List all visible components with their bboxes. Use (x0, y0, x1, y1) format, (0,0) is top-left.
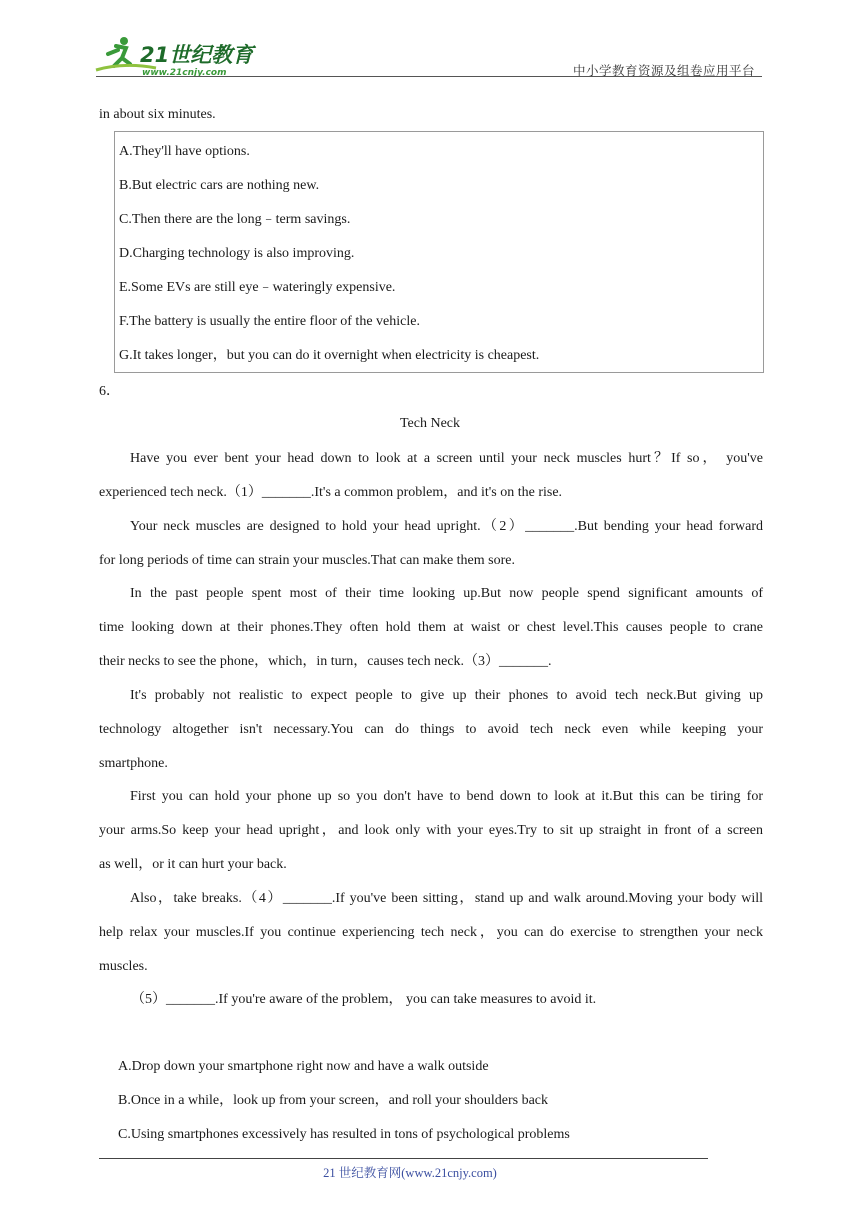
option-g: G.It takes longer，but you can do it overnight when electricity is cheapest. (119, 348, 540, 363)
option-f: F.The battery is usually the entire floor of the vehicle. (119, 314, 420, 329)
passage-line: （5）_______.If you're aware of the problem， you can take measures to avoid it. (131, 992, 597, 1007)
passage-line: for long periods of time can strain your muscles.That can make them sore. (99, 553, 515, 568)
passage-line: It's probably not realistic to expect people to give up their phones to avoid tech neck.But giving up (130, 688, 763, 703)
option-a: A.They'll have options. (119, 144, 250, 159)
passage-line: Have you ever bent your head down to look at a screen until your neck muscles hurt？If so， you've (130, 451, 763, 466)
passage-line: Your neck muscles are designed to hold your head upright.（2）_______.But bending your head forward (130, 519, 763, 534)
passage-line: In the past people spent most of their time looking up.But now people spend significant amounts of (130, 586, 763, 601)
passage-line: technology altogether isn't necessary.You can do things to avoid tech neck even while keeping your (99, 722, 763, 737)
site-logo (94, 36, 259, 78)
passage-title: Tech Neck (399, 416, 461, 431)
options-box (114, 131, 764, 373)
option-b: B.But electric cars are nothing new. (119, 178, 320, 193)
passage-line: First you can hold your phone up so you don't have to bend down to look at it.But this can be tiring for (130, 789, 763, 804)
logo-text: 21世纪教育 (140, 43, 254, 67)
option-d: D.Charging technology is also improving. (119, 246, 355, 261)
passage-line: experienced tech neck.（1）_______.It's a common problem，and it's on the rise. (99, 485, 563, 500)
passage-line: muscles. (99, 959, 148, 974)
passage-line: help relax your muscles.If you continue experiencing tech neck，you can do exercise to strengthen your neck (99, 925, 763, 940)
passage-line: Also，take breaks.（4）_______.If you've been sitting，stand up and walk around.Moving your body will (130, 891, 763, 906)
header-divider (96, 76, 762, 77)
footer-text: 21 世纪教育网(www.21cnjy.com) (323, 1166, 497, 1180)
logo-url: www.21cnjy.com (142, 68, 227, 78)
previous-text-tail: in about six minutes. (99, 107, 216, 122)
question-number: 6． (99, 384, 120, 399)
passage-line: as well，or it can hurt your back. (99, 857, 287, 872)
answer-option-c: C.Using smartphones excessively has resulted in tons of psychological problems (118, 1127, 570, 1142)
footer-divider (99, 1158, 708, 1159)
passage-line: their necks to see the phone，which，in turn，causes tech neck.（3）_______. (99, 654, 552, 669)
passage-line: smartphone. (99, 756, 168, 771)
answer-option-a: A.Drop down your smartphone right now and have a walk outside (118, 1059, 489, 1074)
passage-line: time looking down at their phones.They often hold them at waist or chest level.This causes people to crane (99, 620, 763, 635)
option-e: E.Some EVs are still eye﹣wateringly expensive. (119, 280, 396, 295)
passage-line: your arms.So keep your head upright，and look only with your eyes.Try to sit up straight in front of a screen (99, 823, 763, 838)
answer-option-b: B.Once in a while，look up from your screen，and roll your shoulders back (118, 1093, 549, 1108)
header-platform-text: 中小学教育资源及组卷应用平台 (572, 64, 755, 78)
option-c: C.Then there are the long﹣term savings. (119, 212, 351, 227)
